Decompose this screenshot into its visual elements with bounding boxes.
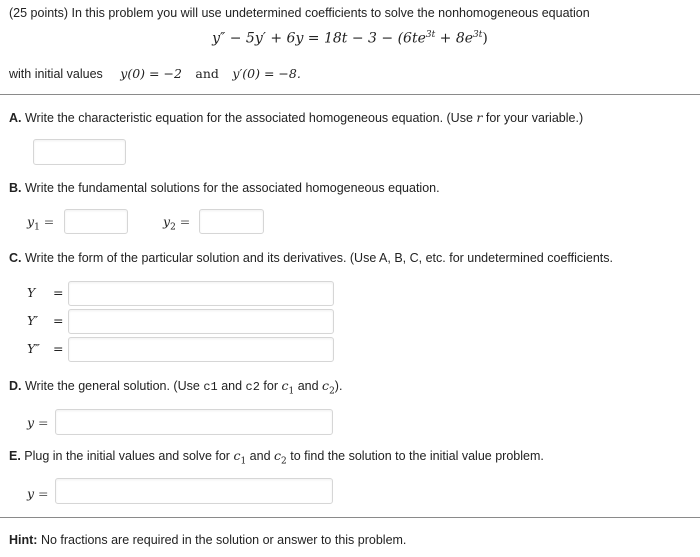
section-c-title: C. Write the form of the particular solution and its derivatives. (Use A, B, C, etc. for undetermined coefficients. (9, 251, 613, 265)
hint-label: Hint: (9, 533, 38, 547)
section-a-title: A. Write the characteristic equation for the associated homogeneous equation. (Use r for your variable.) (9, 110, 584, 125)
general-solution-label: y = (27, 415, 49, 430)
initial-condition-2: y′(0) = −8. (232, 66, 301, 81)
Y-equals: = (53, 285, 64, 300)
y1-input[interactable] (64, 209, 128, 234)
initial-condition-1: y(0) = −2 (120, 66, 182, 81)
section-d-title: D. Write the general solution. (Use c1 and c2 for $c_1$ and $c_2$). (9, 378, 343, 397)
ivp-solution-label: y = (27, 486, 49, 501)
y1-label: $y_1$ = (27, 214, 55, 233)
Yprime-input[interactable] (68, 309, 334, 334)
Ydoubleprime-equals: = (53, 341, 64, 356)
section-b-title: B. Write the fundamental solutions for the associated homogeneous equation. (9, 181, 440, 195)
ivp-solution-input[interactable] (55, 478, 333, 504)
divider-top (0, 94, 700, 95)
initial-values: with initial values y(0) = −2 and y′(0) = −8. (9, 66, 301, 81)
differential-equation: $y'' - 5y' + 6y = 18t - 3 - (6te^{3t} + 8e^{3t})$ (212, 30, 488, 47)
problem-intro: (25 points) In this problem you will use undetermined coefficients to solve the nonhomogeneous equation (9, 6, 590, 20)
Ydoubleprime-label: Y″ (27, 341, 40, 356)
section-e-title: E. Plug in the initial values and solve for $c_1$ and $c_2$ to find the solution to the initial value problem. (9, 448, 544, 467)
y2-input[interactable] (199, 209, 264, 234)
divider-bottom (0, 517, 700, 518)
Y-input[interactable] (68, 281, 334, 306)
general-solution-input[interactable] (55, 409, 333, 435)
hint (9, 533, 406, 547)
characteristic-equation-input[interactable] (33, 139, 126, 165)
Yprime-equals: = (53, 313, 64, 328)
Y-label: Y (27, 285, 36, 300)
hint-text: No fractions are required in the solution or answer to this problem. (37, 533, 407, 547)
Yprime-label: Y′ (27, 313, 39, 328)
Ydoubleprime-input[interactable] (68, 337, 334, 362)
y2-label: $y_2$ = (163, 214, 191, 233)
